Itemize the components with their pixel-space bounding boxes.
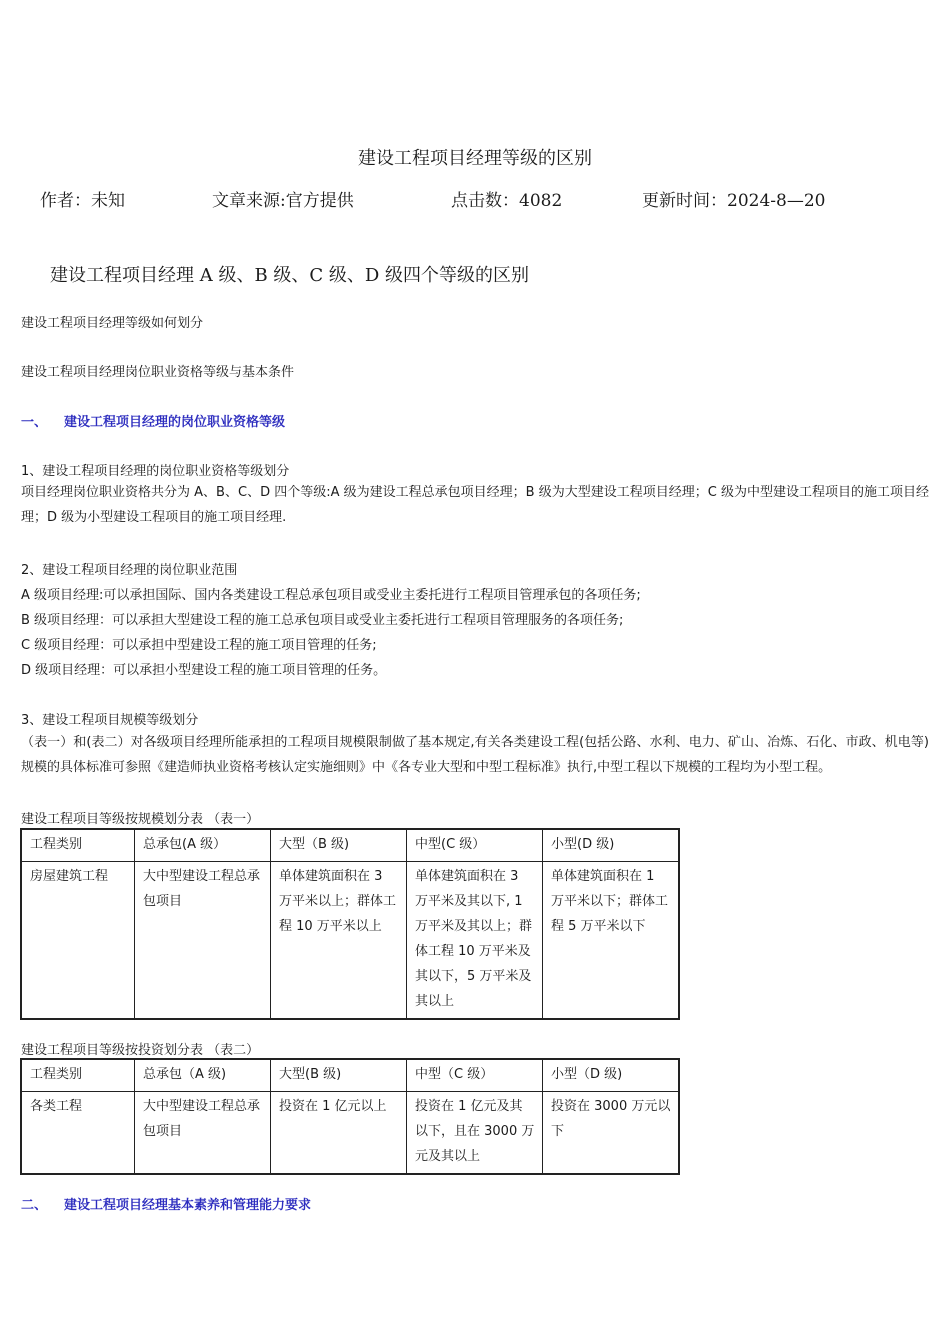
table-header-cell: 中型(C 级） bbox=[407, 829, 543, 862]
table-header-cell: 小型(D 级) bbox=[543, 829, 680, 862]
table-cell: 投资在 1 亿元及其以下，且在 3000 万元及其以上 bbox=[407, 1092, 543, 1175]
table-row bbox=[21, 1092, 679, 1175]
table-cell: 房屋建筑工程 bbox=[21, 862, 135, 1020]
scope-c: C 级项目经理：可以承担中型建设工程的施工项目管理的任务; bbox=[21, 638, 377, 653]
scope-a: A 级项目经理:可以承担国际、国内各类建设工程总承包项目或受业主委托进行工程项目管理承包的各项任务; bbox=[21, 588, 641, 603]
table-header-row bbox=[21, 829, 679, 862]
intro-line-2: 建设工程项目经理岗位职业资格等级与基本条件 bbox=[21, 365, 295, 380]
table-cell: 单体建筑面积在 3 万平米以上；群体工程 10 万平米以上 bbox=[271, 862, 407, 1020]
section-1-title: 建设工程项目经理的岗位职业资格等级 bbox=[64, 415, 286, 430]
table-header-cell: 工程类别 bbox=[21, 829, 135, 862]
table-header-cell: 小型（D 级) bbox=[543, 1059, 680, 1092]
section-2-title: 建设工程项目经理基本素养和管理能力要求 bbox=[64, 1198, 312, 1213]
meta-hits: 点击数：4082 bbox=[451, 191, 563, 211]
paragraph-scale: （表一）和(表二）对各级项目经理所能承担的工程项目规模限制做了基本规定,有关各类建设工程(包括公路、水利、电力、矿山、冶炼、石化、市政、机电等)规模的具体标准可参照《建造师执业资格考核认定实施细则》中《各专业大型和中型工程标准》执行,中型工程以下规模的工程均为小型工程。 bbox=[21, 735, 929, 775]
intro-line-1: 建设工程项目经理等级如何划分 bbox=[21, 316, 204, 331]
table-cell: 投资在 3000 万元以下 bbox=[543, 1092, 680, 1175]
table-2-caption: 建设工程项目等级按投资划分表 （表二） bbox=[21, 1043, 260, 1058]
table-investment bbox=[20, 1058, 680, 1175]
table-header-cell: 中型（C 级） bbox=[407, 1059, 543, 1092]
table-row bbox=[21, 862, 679, 1020]
paragraph-grades: 项目经理岗位职业资格共分为 A、B、C、D 四个等级:A 级为建设工程总承包项目经理；B 级为大型建设工程项目经理；C 级为中型建设工程项目的施工项目经理；D 级为小型建设工程项目的施工项目经理. bbox=[21, 485, 929, 525]
table-cell: 投资在 1 亿元以上 bbox=[271, 1092, 407, 1175]
table-header-cell: 总承包(A 级） bbox=[135, 829, 271, 862]
meta-author: 作者：未知 bbox=[40, 191, 125, 211]
subheading-1: 1、建设工程项目经理的岗位职业资格等级划分 bbox=[21, 464, 290, 479]
table-header-cell: 工程类别 bbox=[21, 1059, 135, 1092]
subheading-3: 3、建设工程项目规模等级划分 bbox=[21, 713, 199, 728]
section-2-number: 二、 bbox=[21, 1198, 48, 1213]
section-2-heading bbox=[21, 1194, 311, 1213]
section-1-number: 一、 bbox=[21, 415, 48, 430]
meta-updated: 更新时间：2024-8—20 bbox=[642, 191, 826, 211]
table-cell: 大中型建设工程总承包项目 bbox=[135, 1092, 271, 1175]
section-1-heading bbox=[21, 411, 285, 430]
table-cell: 各类工程 bbox=[21, 1092, 135, 1175]
table-cell: 单体建筑面积在 3 万平米及其以下, 1 万平米及其以上；群体工程 10 万平米及其以下，5 万平米及其以上 bbox=[407, 862, 543, 1020]
page-title: 建设工程项目经理等级的区别 bbox=[358, 148, 592, 169]
table-header-cell: 总承包（A 级) bbox=[135, 1059, 271, 1092]
table-cell: 单体建筑面积在 1 万平米以下；群体工程 5 万平米以下 bbox=[543, 862, 680, 1020]
table-cell: 大中型建设工程总承包项目 bbox=[135, 862, 271, 1020]
meta-source: 文章来源:官方提供 bbox=[212, 191, 354, 211]
article-subtitle: 建设工程项目经理 A 级、B 级、C 级、D 级四个等级的区别 bbox=[50, 265, 530, 286]
scope-b: B 级项目经理：可以承担大型建设工程的施工总承包项目或受业主委托进行工程项目管理服务的各项任务; bbox=[21, 613, 624, 628]
table-header-cell: 大型（B 级) bbox=[271, 829, 407, 862]
scope-d: D 级项目经理：可以承担小型建设工程的施工项目管理的任务。 bbox=[21, 663, 387, 678]
table-scale bbox=[20, 828, 680, 1020]
subheading-2: 2、建设工程项目经理的岗位职业范围 bbox=[21, 563, 238, 578]
table-1-caption: 建设工程项目等级按规模划分表 （表一） bbox=[21, 812, 260, 827]
table-header-cell: 大型(B 级) bbox=[271, 1059, 407, 1092]
table-header-row bbox=[21, 1059, 679, 1092]
